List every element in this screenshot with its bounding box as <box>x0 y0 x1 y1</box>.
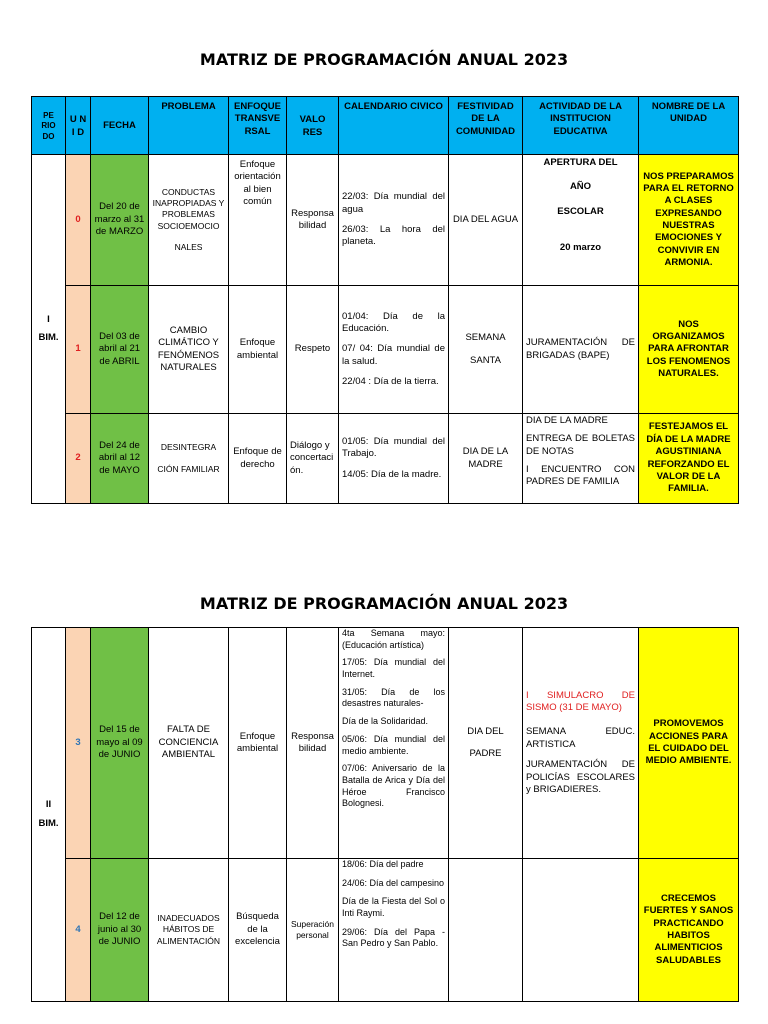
festividad-cell <box>449 628 523 859</box>
actividad-item: SEMANA EDUC. ARTISTICA <box>526 726 635 750</box>
actividad-item: DIA DE LA MADRE <box>526 415 608 426</box>
header-unidad: U N I D <box>66 97 91 155</box>
festividad-cell: DIA DEL AGUA <box>449 155 523 286</box>
fecha-cell: Del 24 de abril al 12 de MAYO <box>91 414 149 504</box>
nombre-unidad-cell: FESTEJAMOS EL DÍA DE LA MADRE AGUSTINIANA REFORZANDO EL VALOR DE LA FAMILIA. <box>639 414 739 504</box>
problema-text: NALES <box>174 241 203 252</box>
nombre-unidad-cell: NOS ORGANIZAMOS PARA AFRONTAR LOS FENOMENOS NATURALES. <box>639 286 739 414</box>
page-title-1: MATRIZ DE PROGRAMACIÓN ANUAL 2023 <box>199 50 569 69</box>
header-fecha: FECHA <box>91 97 149 155</box>
header-problema: PROBLEMA <box>149 97 229 155</box>
problema-text: CONDUCTAS INAPROPIADAS Y PROBLEMAS SOCIOEMOCIO <box>152 187 225 231</box>
program-matrix-table-2 <box>31 627 739 1002</box>
calendario-item: 07/ 04: Día mundial de la salud. <box>342 343 445 367</box>
calendario-cell <box>339 628 449 859</box>
calendario-item: 01/04: Día de la Educación. <box>342 310 445 334</box>
enfoque-cell: Enfoque ambiental <box>229 286 287 414</box>
calendario-item: 4ta Semana mayo: (Educación artística) <box>342 628 445 650</box>
problema-cell: INADECUADOS HÁBITOS DE ALIMENTACIÓN <box>149 859 229 1002</box>
calendario-item: 24/06: Día del campesino <box>342 877 445 888</box>
festividad-text: PADRE <box>469 748 502 759</box>
actividad-item: I ENCUENTRO CON PADRES DE FAMILIA <box>526 464 635 488</box>
fecha-cell: Del 12 de junio al 30 de JUNIO <box>91 859 149 1002</box>
calendario-item: 18/06: Día del padre <box>342 859 424 869</box>
enfoque-cell: Enfoque de derecho <box>229 414 287 504</box>
actividad-item: ESCOLAR <box>557 205 604 217</box>
header-festividad: FESTIVIDAD DE LA COMUNIDAD <box>449 97 523 155</box>
periodo-label: BIM. <box>38 332 59 343</box>
unidad-number: 2 <box>66 414 91 504</box>
unidad-number: 3 <box>66 628 91 859</box>
calendario-cell <box>339 286 449 414</box>
problema-cell <box>149 155 229 286</box>
calendario-cell <box>339 859 449 1002</box>
problema-text: DESINTEGRA <box>160 442 217 453</box>
valores-cell: Responsa bilidad <box>287 628 339 859</box>
calendario-item: Día de la Solidaridad. <box>342 716 429 727</box>
problema-cell <box>149 414 229 504</box>
actividad-item: I SIMULACRO DE SISMO (31 DE MAYO) <box>526 689 635 714</box>
header-enfoque: ENFOQUE TRANSVE RSAL <box>229 97 287 155</box>
fecha-cell: Del 20 de marzo al 31 de MARZO <box>91 155 149 286</box>
header-nombre: NOMBRE DE LA UNIDAD <box>639 97 739 155</box>
unidad-number: 0 <box>66 155 91 286</box>
header-periodo: PE RIO DO <box>32 97 66 155</box>
festividad-cell: DIA DE LA MADRE <box>449 414 523 504</box>
periodo-cell-1 <box>32 155 66 504</box>
valores-cell: Diálogo y concertaci ón. <box>287 414 339 504</box>
calendario-item: 14/05: Día de la madre. <box>342 468 442 480</box>
actividad-cell <box>523 628 639 859</box>
nombre-unidad-cell: CRECEMOS FUERTES Y SANOS PRACTICANDO HABITOS ALIMENTICIOS SALUDABLES <box>639 859 739 1002</box>
page-title-2: MATRIZ DE PROGRAMACIÓN ANUAL 2023 <box>199 594 569 613</box>
nombre-unidad-cell: NOS PREPARAMOS PARA EL RETORNO A CLASES EXPRESANDO NUESTRAS EMOCIONES Y CONVIVIR EN ARMONIA. <box>639 155 739 286</box>
calendario-item: 01/05: Día mundial del Trabajo. <box>342 435 445 460</box>
calendario-item: 05/06: Día mundial del medio ambiente. <box>342 733 445 756</box>
nombre-unidad-cell: PROMOVEMOS ACCIONES PARA EL CUIDADO DEL MEDIO AMBIENTE. <box>639 628 739 859</box>
problema-text: CIÓN FAMILIAR <box>157 463 220 474</box>
calendario-item: 07/06: Aniversario de la Batalla de Arica y Día del Héroe Francisco Bolognesi. <box>342 763 445 809</box>
periodo-number: I <box>47 313 50 325</box>
periodo-number: II <box>45 799 52 811</box>
festividad-cell <box>449 859 523 1002</box>
calendario-item: 17/05: Día mundial del Internet. <box>342 657 445 680</box>
actividad-item: ENTREGA DE BOLETAS DE NOTAS <box>526 433 635 457</box>
problema-cell: CAMBIO CLIMÁTICO Y FENÓMENOS NATURALES <box>149 286 229 414</box>
actividad-item: 20 marzo <box>559 242 602 254</box>
actividad-cell <box>523 859 639 1002</box>
valores-cell: Superación personal <box>287 859 339 1002</box>
fecha-cell: Del 03 de abril al 21 de ABRIL <box>91 286 149 414</box>
calendario-cell <box>339 155 449 286</box>
festividad-text: DIA DEL <box>467 725 504 737</box>
problema-cell: FALTA DE CONCIENCIA AMBIENTAL <box>149 628 229 859</box>
header-actividad: ACTIVIDAD DE LA INSTITUCION EDUCATIVA <box>523 97 639 155</box>
actividad-item: APERTURA DEL <box>543 157 618 168</box>
enfoque-cell: Búsqueda de la excelencia <box>229 859 287 1002</box>
actividad-item: JURAMENTACIÓN DE BRIGADAS (BAPE) <box>526 337 635 361</box>
enfoque-cell: Enfoque ambiental <box>229 628 287 859</box>
actividad-cell <box>523 414 639 504</box>
fecha-cell: Del 15 de mayo al 09 de JUNIO <box>91 628 149 859</box>
festividad-text: SEMANA <box>465 332 506 344</box>
actividad-cell <box>523 155 639 286</box>
calendario-item: 22/03: Día mundial del agua <box>342 191 445 215</box>
valores-cell: Respeto <box>287 286 339 414</box>
unidad-number: 1 <box>66 286 91 414</box>
actividad-item: AÑO <box>569 181 592 193</box>
periodo-cell-2 <box>32 628 66 1002</box>
periodo-label: BIM. <box>38 817 59 829</box>
actividad-item: JURAMENTACIÓN DE POLICÍAS ESCOLARES y BRIGADIERES. <box>526 759 635 795</box>
header-calendario: CALENDARIO CIVICO <box>339 97 449 155</box>
calendario-item: 22/04 : Día de la tierra. <box>342 376 439 388</box>
actividad-cell <box>523 286 639 414</box>
calendario-item: Día de la Fiesta del Sol o Inti Raymi. <box>342 896 445 919</box>
program-matrix-table-1 <box>31 96 739 504</box>
festividad-text: SANTA <box>470 354 501 366</box>
unidad-number: 4 <box>66 859 91 1002</box>
enfoque-cell: Enfoque orientación al bien común <box>229 155 287 286</box>
calendario-item: 29/06: Día del Papa - San Pedro y San Pablo. <box>342 926 445 949</box>
valores-cell: Responsa bilidad <box>287 155 339 286</box>
header-valores: VALO RES <box>287 97 339 155</box>
calendario-item: 31/05: Día de los desastres naturales- <box>342 686 445 709</box>
calendario-item: 26/03: La hora del planeta. <box>342 224 445 248</box>
calendario-cell <box>339 414 449 504</box>
festividad-cell <box>449 286 523 414</box>
